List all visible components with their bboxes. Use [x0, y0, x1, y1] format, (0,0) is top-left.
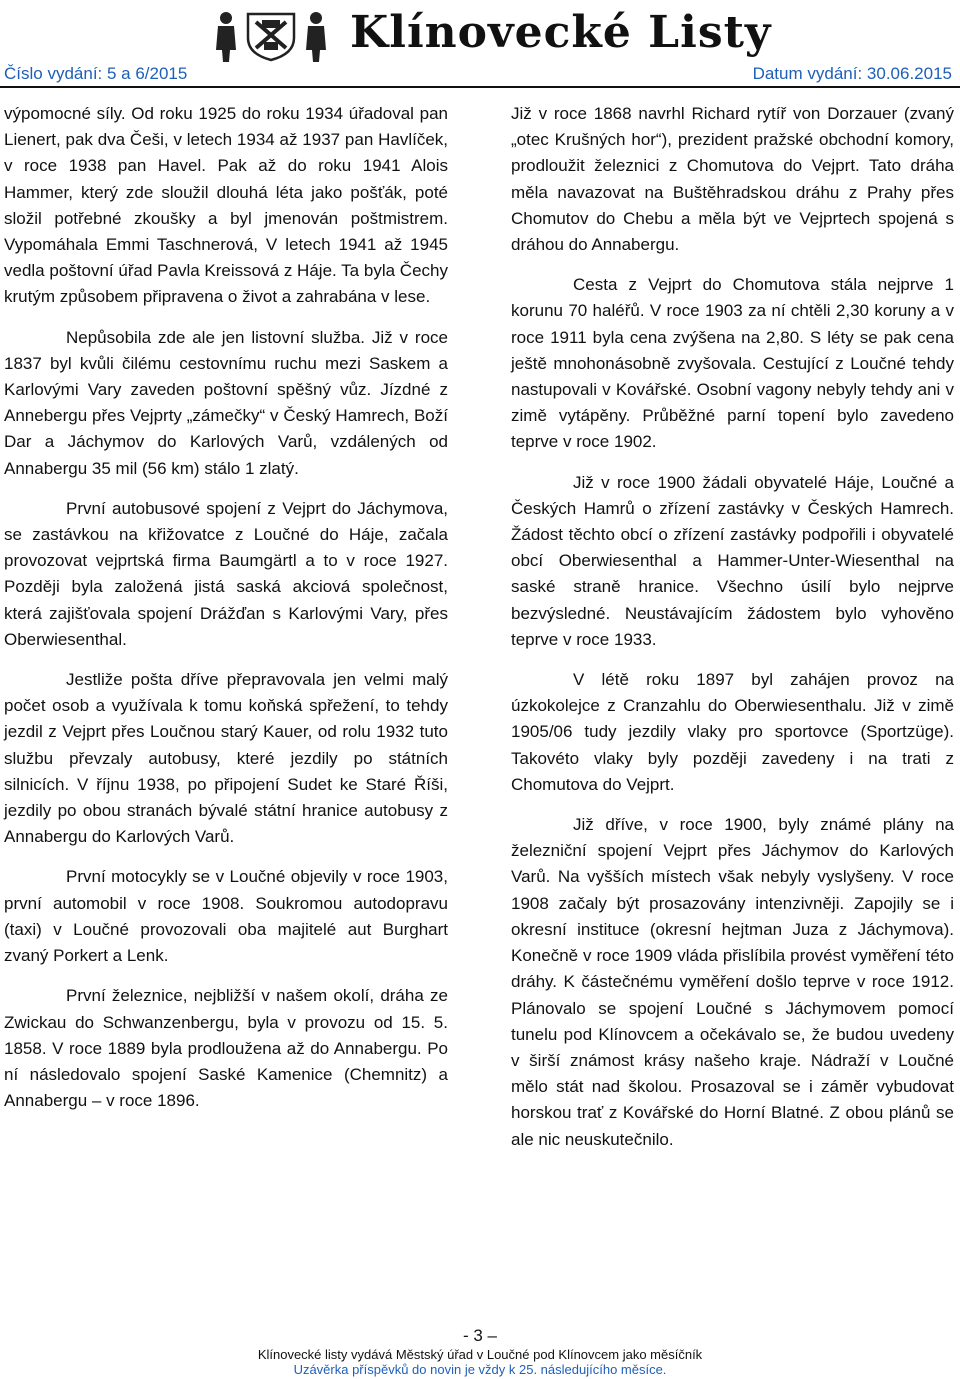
paragraph: První autobusové spojení z Vejprt do Jáchymova, se zastávkou na křižovatce z Loučné do Háje, začala provozovat vejprtská firma Baumgärtl a to v roce 1927. Později byla založená jistá saská akciová společnost, která zajišťovala spojení Drážďan s Karlovými Vary, přes Oberwiesenthal.	[4, 498, 448, 649]
paragraph: Již v roce 1900 žádali obyvatelé Háje, Loučné a Českých Hamrů o zřízení zastávky v Českých Hamrech. Žádost těchto obcí o zřízení zastávky podpořili i obyvatelé obcí Oberwiesenthal a Hammer-Unter-Wiesenthal na saské straně hranice. Všechno úsilí bylo nejprve bezvýsledné. Neustávajícím žádostem bylo vyhověno teprve v roce 1933.	[511, 472, 954, 649]
paragraph: Jestliže pošta dříve přepravovala jen velmi malý počet osob a využívala k tomu koňská spřežení, to tehdy jezdil z Vejprt přes Loučnou starý Kauer, od rolu 1932 tuto službu převzaly autobusy, které jezdily po státních silnicích. V říjnu 1938, po připojení Sudet ke Staré Říši, jezdily po obou stranách bývalé státní hranice autobusy z Annabergu do Karlových Varů.	[4, 670, 448, 847]
paragraph: výpomocné síly. Od roku 1925 do roku 1934 úřadoval pan Lienert, pak dva Češi, v letech 1934 až 1937 pan Havlíček, v roce 1938 pan Havel. Pak až do roku 1941 Alois Hammer, který zde sloužil dlouhá léta jako pošťák, poté složil potřebné zkoušky a byl jmenován poštmistrem. Vypomáhala Emmi Taschnerová, V letech 1941 až 1945 vedla poštovní úřad Pavla Kreissová z Háje. Ta byla Čechy krutým způsobem připravena o život a zahrabána v lese.	[4, 104, 448, 307]
header-divider	[0, 86, 960, 88]
paragraph: První železnice, nejbližší v našem okolí, dráha ze Zwickau do Schwanzenbergu, byla v provozu od 15. 5. 1858. V roce 1889 byla prodloužena až do Annabergu. Po ní následovalo spojení Saské Kamenice (Chemnitz) a Annabergu – v roce 1896.	[4, 986, 448, 1111]
paragraph: První motocykly se v Loučné objevily v roce 1903, první automobil v roce 1908. Soukromou autodopravu (taxi) v Loučné provozovali oba majitelé aut Burghart zvaný Porkert a Lenk.	[4, 867, 448, 966]
footer-deadline: Uzávěrka příspěvků do novin je vždy k 25. následujícího měsíce.	[293, 1362, 667, 1377]
paragraph: Již v roce 1868 navrhl Richard rytíř von Dorzauer (zvaný „otec Krušných hor“), prezident pražské obchodní komory, prodloužit železnici z Chomutova do Vejprt. Tato dráha měla navazovat na Buštěhradskou dráhu z Prahy přes Chomutov do Chebu a měla být ve Vejprtech spojená s dráhou do Annabergu.	[511, 104, 954, 255]
right-column	[511, 101, 954, 1167]
issue-number: Číslo vydání: 5 a 6/2015	[4, 64, 188, 83]
town-coat-of-arms-logo	[196, 8, 346, 62]
page-number: - 3 –	[462, 1326, 498, 1345]
left-column	[4, 101, 448, 1128]
paragraph: Cesta z Vejprt do Chomutova stála nejprve 1 korunu 70 haléřů. V roce 1903 za ní chtěli 2,30 koruny a v roce 1911 byla cena zvýšena na 2,80. S léty se pak cena ještě mnohonásobně zvyšovala. Cestující z Loučné tehdy nastupovali v Kovářské. Osobní vagony nebyly tehdy ani v zimě vytápěny. Průběžné parní topení bylo zavedeno teprve v roce 1902.	[511, 275, 954, 452]
paragraph: V létě roku 1897 byl zahájen provoz na úzkokolejce z Cranzahlu do Oberwiesenthalu. Již v zimě 1905/06 tudy jezdily vlaky pro sportovce (Sportzüge). Takovéto vlaky byly později zavedeny i na trati z Chomutova do Vejprt.	[511, 670, 954, 794]
issue-date: Datum vydání: 30.06.2015	[752, 64, 952, 83]
footer-publisher: Klínovecké listy vydává Městský úřad v Loučné pod Klínovcem jako měsíčník	[257, 1347, 703, 1362]
paragraph: Již dříve, v roce 1900, byly známé plány na železniční spojení Vejprt přes Jáchymov do Karlových Varů. Na vyšších místech však nebyly vyslyšeny. V roce 1908 začaly být prosazovány intenzivněji. Zapojily se i okresní instituce (okresní hejtman Juza z Jáchymova). Konečně v roce 1909 vláda přislíbila provést vyměření této dráhy. K částečnému vyměření došlo teprve v roce 1912. Plánovalo se spojení Loučné s Jáchymovem pomocí tunelu pod Klínovcem a očekávalo se, že budou uvedeny v širší známost krásy našeho kraje. Nádraží v Loučné mělo stát nad školou. Prosazoval se i záměr vybudovat horskou trať z Kovářské do Horní Blatné. Z obou plánů se ale nic neuskutečnilo.	[511, 815, 954, 1149]
masthead	[0, 0, 960, 88]
paragraph: Nepůsobila zde ale jen listovní služba. Již v roce 1837 byl kvůli čilému cestovnímu ruchu mezi Saskem a Karlovými Vary zaveden poštovní spěšný vůz. Jízdné z Annebergu přes Vejprty „zámečky“ v Český Hamrech, Boží Dar a Jáchymov do Karlových Varů, vzdálených od Annabergu 35 mil (56 km) stálo 1 zlatý.	[4, 327, 448, 478]
masthead-title: Klínovecké Listy	[350, 7, 772, 58]
